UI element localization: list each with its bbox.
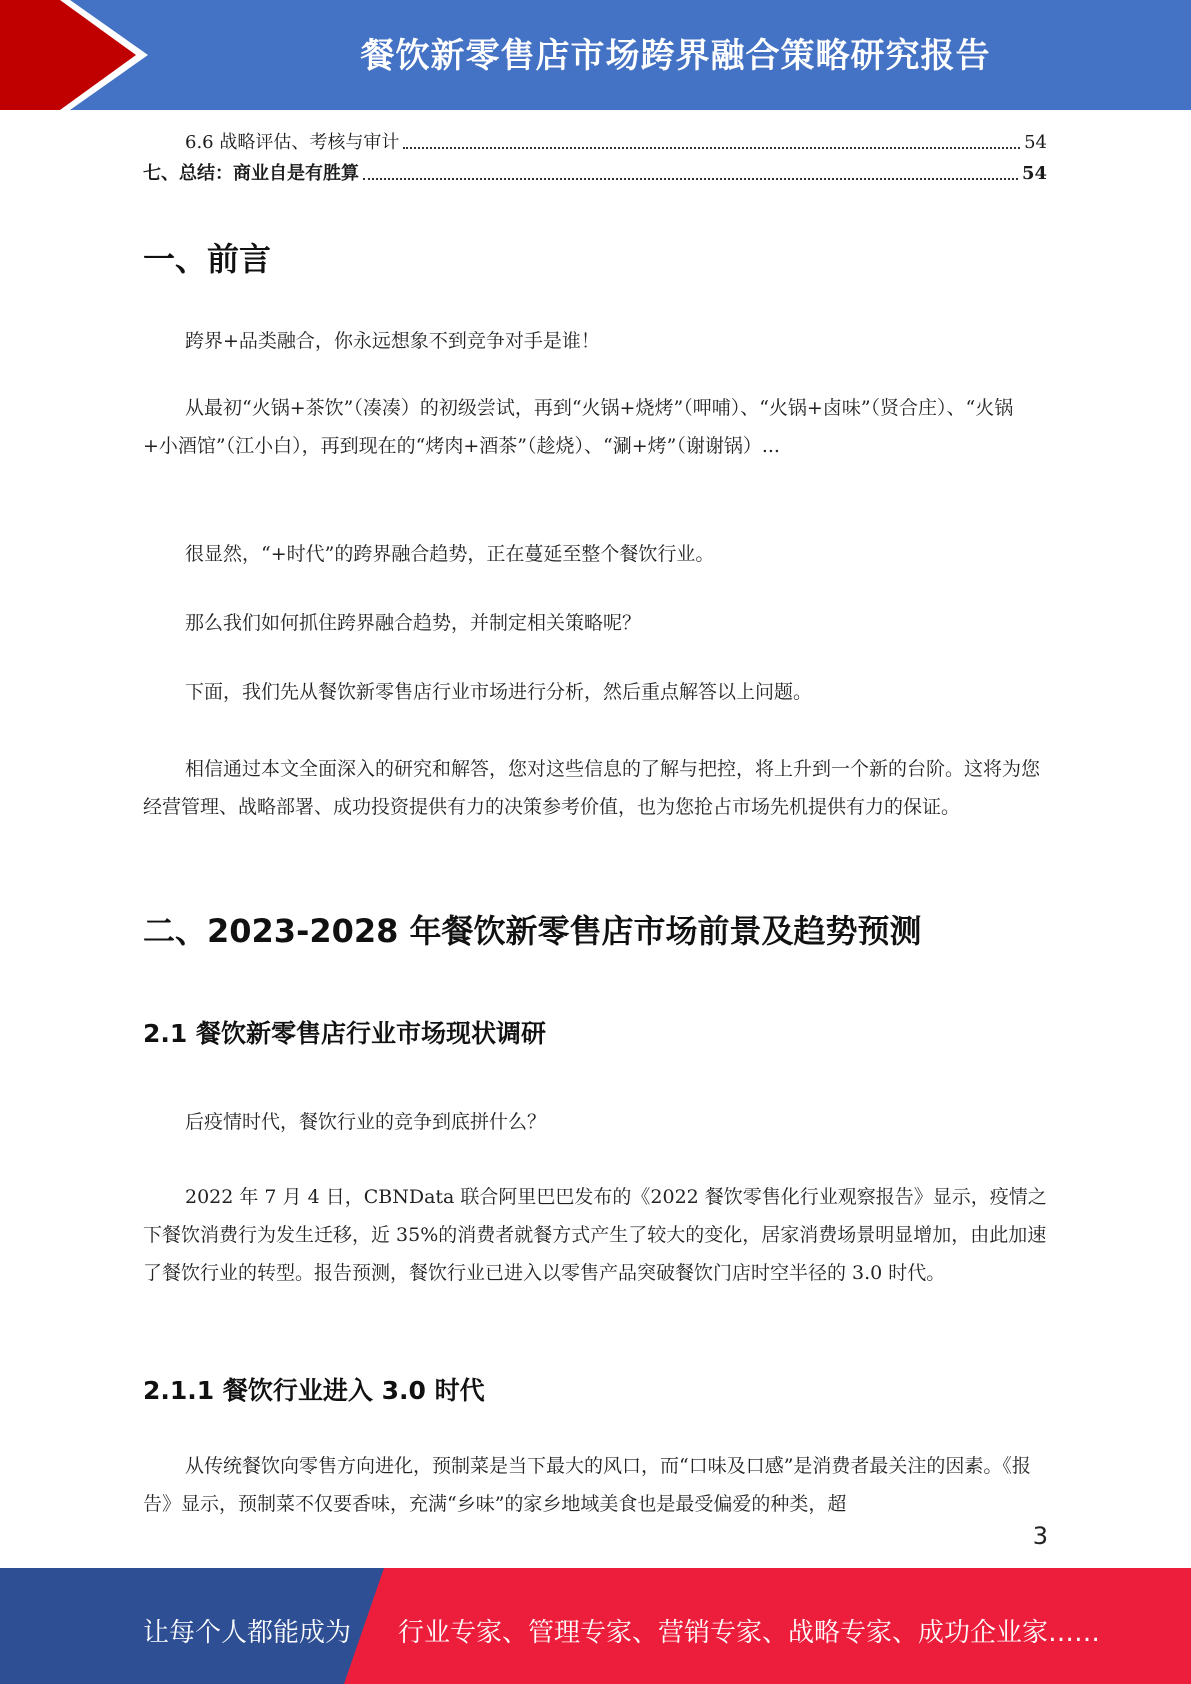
toc-entry-label: 6.6 战略评估、考核与审计 <box>185 132 400 153</box>
paragraph: 那么我们如何抓住跨界融合趋势，并制定相关策略呢？ <box>185 612 642 634</box>
toc-entry-page: 54 <box>1021 163 1047 184</box>
subsection-heading-2-1: 2.1 餐饮新零售店行业市场现状调研 <box>143 1019 546 1048</box>
paragraph: 下面，我们先从餐饮新零售店行业市场进行分析，然后重点解答以上问题。 <box>185 681 813 703</box>
toc-entry[interactable] <box>185 132 1047 154</box>
report-title: 餐饮新零售店市场跨界融合策略研究报告 <box>360 36 991 76</box>
toc-entry[interactable] <box>143 163 1047 185</box>
toc-entry-label: 七、总结：商业自是有胜算 <box>143 163 359 184</box>
paragraph: 后疫情时代，餐饮行业的竞争到底拼什么？ <box>185 1111 547 1133</box>
paragraph: 2022 年 7 月 4 日，CBNData 联合阿里巴巴发布的《2022 餐饮零售化行业观察报告》显示，疫情之下餐饮消费行为发生迁移，近 35%的消费者就餐方式产生了较大的变化，居家消费场景明显增加，由此加速了餐饮行业的转型。报告预测，餐饮行业已进入以零售产品突破餐饮门店时空半径的 3.0 时代。 <box>143 1186 1047 1284</box>
toc-leader <box>403 147 1020 149</box>
footer-slogan-left: 让每个人都能成为 <box>143 1618 352 1648</box>
section-heading-preface: 一、前言 <box>143 240 272 278</box>
paragraph: 从最初“火锅+茶饮”（凑凑）的初级尝试，再到“火锅+烧烤”（呷哺）、“火锅+卤味”（贤合庄）、“火锅+小酒馆”（江小白），再到现在的“烤肉+酒茶”（趁烧）、“涮+烤”（谢谢锅）... <box>143 397 1014 457</box>
toc-entry-page: 54 <box>1024 132 1047 153</box>
footer-slogan-right: 行业专家、管理专家、营销专家、战略专家、成功企业家…… <box>398 1618 1101 1648</box>
subsection-heading-2-1-1: 2.1.1 餐饮行业进入 3.0 时代 <box>143 1376 485 1405</box>
paragraph: 跨界+品类融合，你永远想象不到竞争对手是谁！ <box>185 330 600 352</box>
page-header <box>0 0 1191 110</box>
paragraph: 相信通过本文全面深入的研究和解答，您对这些信息的了解与把控，将上升到一个新的台阶。这将为您经营管理、战略部署、成功投资提供有力的决策参考价值，也为您抢占市场先机提供有力的保证。 <box>143 758 1041 818</box>
paragraph: 很显然，“+时代”的跨界融合趋势，正在蔓延至整个餐饮行业。 <box>185 543 715 565</box>
section-heading-forecast: 二、2023-2028 年餐饮新零售店市场前景及趋势预测 <box>143 912 922 950</box>
paragraph: 从传统餐饮向零售方向进化，预制菜是当下最大的风口，而“口味及口感”是消费者最关注的因素。《报告》显示，预制菜不仅要香味，充满“乡味”的家乡地域美食也是最受偏爱的种类，超 <box>143 1455 1031 1515</box>
page-number: 3 <box>1032 1522 1048 1550</box>
toc-leader <box>363 178 1018 180</box>
page-footer <box>0 1568 1191 1684</box>
